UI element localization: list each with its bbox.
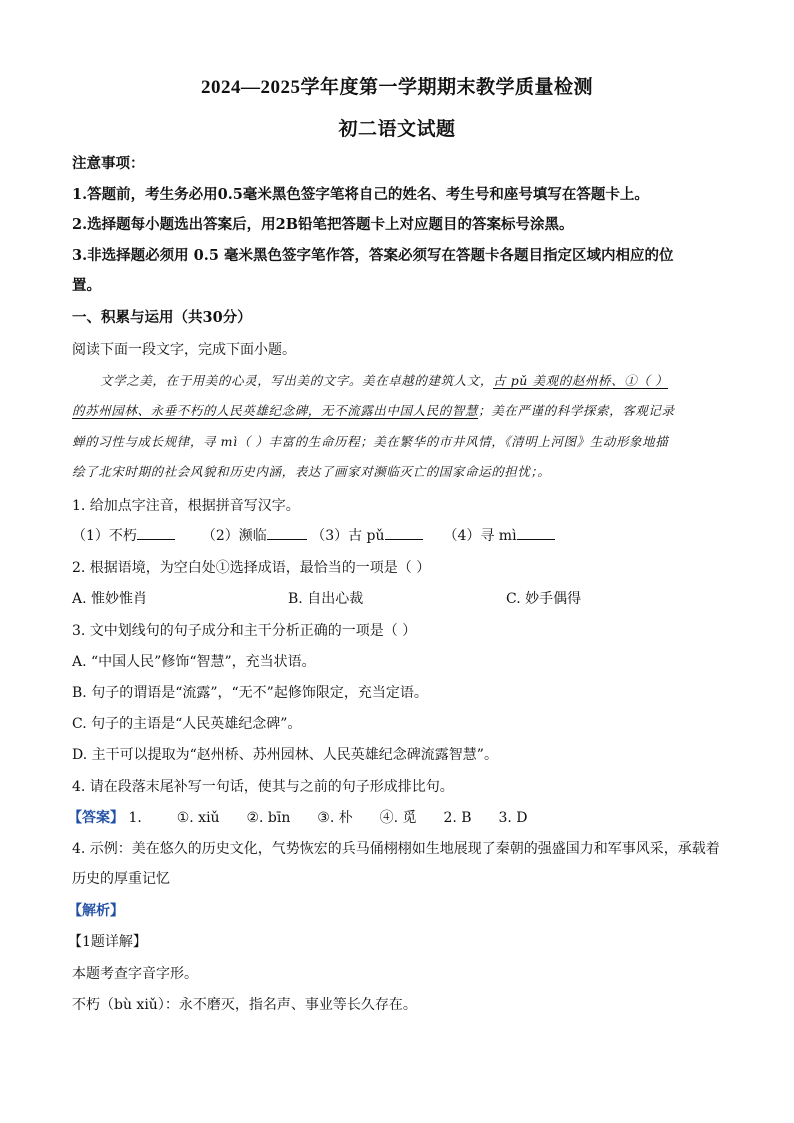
q1-part-4: （4）寻 mì — [443, 528, 517, 544]
question-4-stem: 4. 请在段落末尾补写一句话，使其与之前的句子形成排比句。 — [72, 779, 454, 795]
q1-part-2: （2）濒临 — [201, 528, 267, 544]
answer-blank — [267, 525, 307, 540]
q2-option-c: C. 妙手偶得 — [506, 591, 582, 607]
analysis-line-2: 不朽（bù xiǔ）：永不磨灭，指名声、事业等长久存在。 — [72, 997, 417, 1013]
section-instruction: 阅读下面一段文字，完成下面小题。 — [72, 342, 296, 358]
passage-line-1 — [100, 371, 668, 389]
passage-line-2 — [72, 401, 675, 419]
q3-option-a: A. “中国人民”修饰“智慧”，充当状语。 — [72, 654, 316, 670]
q3-option-b: B. 句子的谓语是“流露”，“无不”起修饰限定，充当定语。 — [72, 685, 428, 701]
notice-item-3-line-2: 置。 — [72, 277, 101, 294]
underlined-sentence: 的苏州园林、永垂不朽的人民英雄纪念碑，无不流露出中国人民的智慧 — [72, 403, 479, 418]
answer-blank — [517, 525, 555, 540]
question-2-stem: 2. 根据语境，为空白处①选择成语，最恰当的一项是（ ） — [72, 560, 431, 576]
q2-option-b: B. 自出心裁 — [288, 591, 364, 607]
exam-subtitle: 初二语文试题 — [338, 119, 456, 140]
notice-heading: 注意事项： — [72, 155, 145, 172]
question-3-stem: 3. 文中划线句的句子成分和主干分析正确的一项是（ ） — [72, 623, 417, 639]
q1-part-3: （3）古 pǔ — [311, 528, 385, 544]
analysis-line-1: 本题考查字音字形。 — [72, 966, 198, 982]
q3-option-c: C. 句子的主语是“人民英雄纪念碑”。 — [72, 716, 302, 732]
answer-item: 1. — [128, 810, 142, 826]
answer-example-line-1: 4. 示例：美在悠久的历史文化，气势恢宏的兵马俑栩栩如生地展现了秦朝的强盛国力和军事风采，承载着 — [72, 841, 720, 857]
answer-example-line-2: 历史的厚重记忆 — [72, 871, 170, 887]
answer-item: ②. bīn — [246, 810, 291, 826]
question-1-parts — [72, 525, 555, 545]
analysis-label: 【解析】 — [68, 903, 124, 919]
notice-item-1: 1.答题前，考生务必用0.5毫米黑色签字笔将自己的姓名、考生号和座号填写在答题卡上。 — [72, 186, 649, 203]
answer-item: 2. B — [443, 810, 472, 826]
answer-item: 3. D — [498, 810, 528, 826]
passage-line-4: 绘了北宋时期的社会风貌和历史内涵，表达了画家对濒临灭亡的国家命运的担忧；。 — [72, 464, 551, 479]
notice-item-2: 2.选择题每小题选出答案后，用2B铅笔把答题卡上对应题目的答案标号涂黑。 — [72, 216, 574, 233]
question-1-stem: 1. 给加点字注音，根据拼音写汉字。 — [72, 498, 300, 514]
answer-line — [68, 807, 528, 827]
passage-text: 文学之美，在于用美的心灵，写出美的文字。美在卓越的建筑人文， — [100, 373, 494, 388]
passage-text: ；美在严谨的科学探索，客观记录 — [478, 403, 675, 418]
analysis-detail-label: 【1题详解】 — [68, 934, 147, 950]
answer-item: ①. xiǔ — [176, 810, 220, 826]
answer-item: ③. 朴 — [317, 810, 353, 826]
q3-option-d: D. 主干可以提取为“赵州桥、苏州园林、人民英雄纪念碑流露智慧”。 — [72, 747, 498, 763]
underlined-sentence: 古 pǔ 美观的赵州桥、①（ ） — [493, 373, 669, 388]
notice-item-3-line-1: 3.非选择题必须用 0.5 毫米黑色签字笔作答，答案必须写在答题卡各题目指定区域内相应的位 — [72, 247, 674, 264]
passage-line-3: 蝉的习性与成长规律，寻 mì（ ）丰富的生命历程；美在繁华的市井风情，《清明上河图》生动形象地描 — [72, 434, 669, 449]
q2-option-a: A. 惟妙惟肖 — [72, 591, 148, 607]
answer-label: 【答案】 — [68, 810, 124, 826]
answer-item: ④. 觅 — [379, 810, 417, 826]
answer-blank — [385, 525, 423, 540]
answer-blank — [137, 525, 175, 540]
exam-title: 2024—2025学年度第一学期期末教学质量检测 — [200, 77, 593, 98]
section-heading: 一、积累与运用（共30分） — [72, 309, 252, 326]
q1-part-1: （1）不朽 — [72, 528, 137, 544]
